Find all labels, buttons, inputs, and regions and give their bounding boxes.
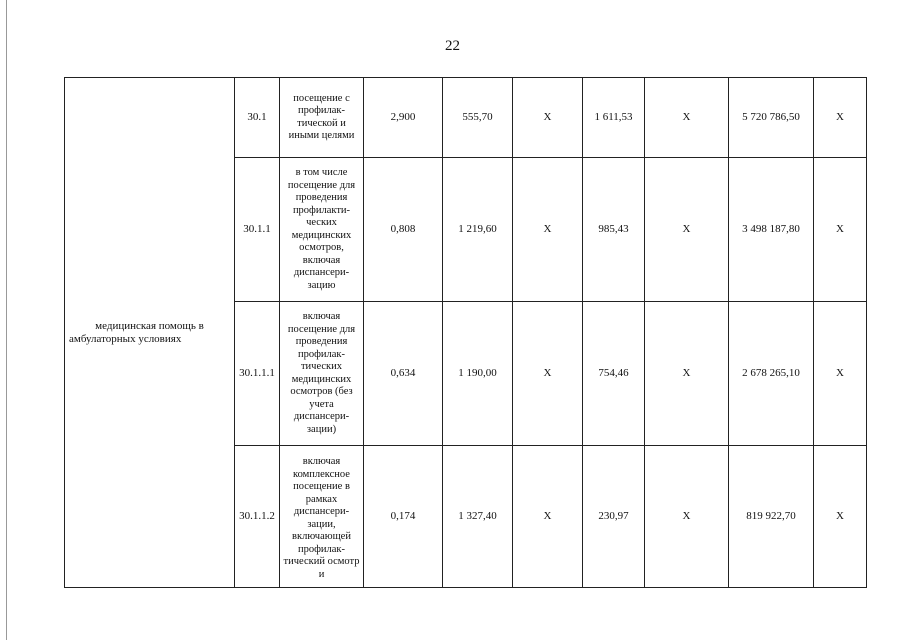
row-col9: X xyxy=(814,158,867,302)
row-norm: 0,634 xyxy=(364,302,443,446)
row-cost: 1 190,00 xyxy=(443,302,513,446)
row-norm: 0,808 xyxy=(364,158,443,302)
row-code: 30.1.1 xyxy=(235,158,280,302)
row-code: 30.1 xyxy=(235,78,280,158)
row-name: в том числе посещение для проведения профилакти-ческих медицинских осмотров, включая диспансери-зацию xyxy=(280,158,364,302)
row-col5: X xyxy=(513,78,583,158)
row-code: 30.1.1.2 xyxy=(235,446,280,588)
row-col8: 2 678 265,10 xyxy=(729,302,814,446)
row-name: включая комплексное посещение в рамках диспансери-зации, включающей профилак-тический осмотр и xyxy=(280,446,364,588)
row-col5: X xyxy=(513,302,583,446)
row-col7: X xyxy=(645,446,729,588)
row-col6: 230,97 xyxy=(583,446,645,588)
row-col7: X xyxy=(645,158,729,302)
service-type-label: медицинская помощь в амбулаторных условиях xyxy=(69,319,204,345)
page-edge-rule xyxy=(6,0,7,640)
row-col9: X xyxy=(814,78,867,158)
row-col9: X xyxy=(814,302,867,446)
medical-care-table xyxy=(64,77,867,588)
row-col8: 5 720 786,50 xyxy=(729,78,814,158)
row-col6: 1 611,53 xyxy=(583,78,645,158)
page-number: 22 xyxy=(445,38,460,54)
row-col6: 985,43 xyxy=(583,158,645,302)
row-col8: 819 922,70 xyxy=(729,446,814,588)
row-norm: 2,900 xyxy=(364,78,443,158)
row-cost: 1 219,60 xyxy=(443,158,513,302)
row-cost: 555,70 xyxy=(443,78,513,158)
row-col5: X xyxy=(513,446,583,588)
table-row xyxy=(65,78,867,158)
row-code: 30.1.1.1 xyxy=(235,302,280,446)
row-norm: 0,174 xyxy=(364,446,443,588)
row-col6: 754,46 xyxy=(583,302,645,446)
row-col8: 3 498 187,80 xyxy=(729,158,814,302)
row-col7: X xyxy=(645,78,729,158)
row-name: включая посещение для проведения профилак-тических медицинских осмотров (без учета диспансери-зации) xyxy=(280,302,364,446)
service-type-cell xyxy=(65,78,235,588)
row-name: посещение с профилак-тической и иными целями xyxy=(280,78,364,158)
row-cost: 1 327,40 xyxy=(443,446,513,588)
row-col5: X xyxy=(513,158,583,302)
row-col7: X xyxy=(645,302,729,446)
row-col9: X xyxy=(814,446,867,588)
